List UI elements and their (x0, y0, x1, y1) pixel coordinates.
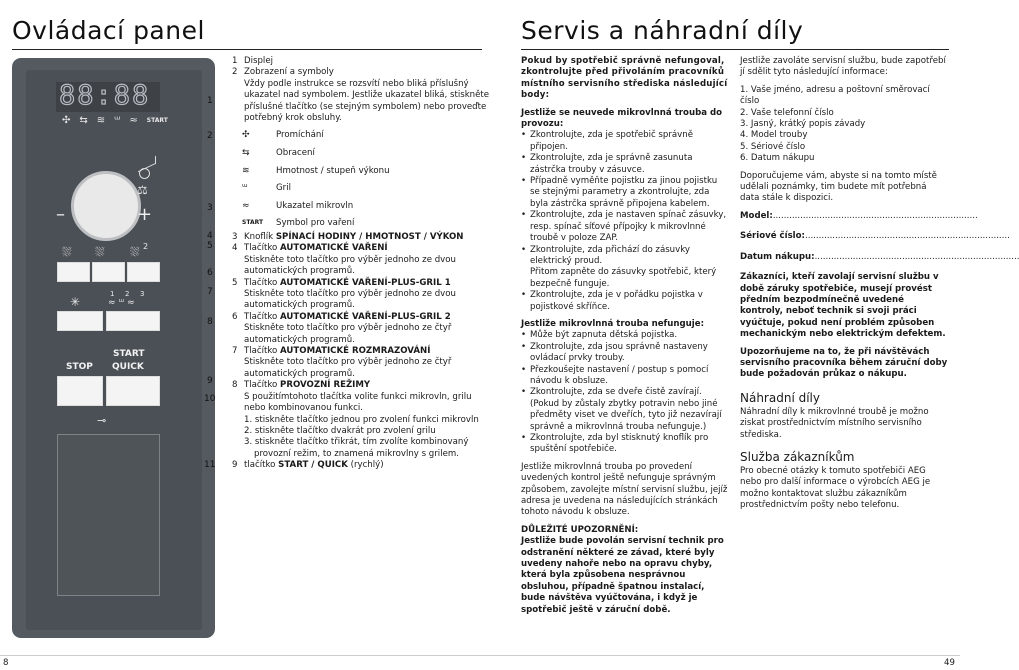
callout-2: 2 (207, 131, 213, 141)
warning-heading: DŮLEŽITÉ UPOZORNĚNÍ: (521, 524, 639, 535)
symbol-row-fan: ✣ Promíchání (242, 130, 324, 141)
auto-cook-grill-1-button[interactable] (92, 262, 125, 282)
info-list-item: 1. Vaše jméno, adresu a poštovní směrovací číslo (740, 84, 930, 107)
key-icon: ⊸ (97, 414, 107, 427)
legend-item-2: 2 Zobrazení a symboly (232, 67, 334, 78)
symbol-row-weight: ≋ Hmotnost / stupeň výkonu (242, 165, 390, 176)
bottom-rule (0, 655, 960, 656)
microwave-icon: ≈ (242, 200, 250, 211)
customer-service-heading: Služba zákazníkům (740, 449, 855, 464)
left-page-title: Ovládací panel (12, 16, 205, 45)
check-item: • Může být zapnuta dětská pojistka. (521, 330, 729, 341)
timer-weight-power-knob[interactable] (71, 171, 141, 241)
callout-8: 8 (207, 317, 213, 327)
page-number-right: 49 (944, 658, 955, 668)
start-quick-button[interactable] (106, 376, 160, 406)
microwave-icon: ≈ (129, 115, 138, 126)
service-heading-no-start: Jestliže se neuvede mikrovlnná trouba do provozu: (521, 107, 723, 130)
service-visit-text: Jestliže mikrovlnná trouba po provedení uvedených kontrol ještě nefunguje správným způsobem, zavolejte místní servisní službu, jejíž adresa je uvedena na následujících stránkách tohoto návodu k obsluze. (521, 461, 728, 518)
right-title-rule (521, 49, 949, 50)
auto-cook-grill-2-icon: ⛆ (130, 245, 140, 259)
defrost-icon: ✳ (70, 295, 81, 309)
check-item: • Zkontrolujte, zda je v pořádku pojistka v pojistkové skříňce. (521, 290, 729, 313)
warning-text: Jestliže bude povolán servisní technik pro odstranění některé ze závad, které byly uvedeny nahoře nebo na opravu chyby, která byla způsobena nesprávnou obsluhou, případně špatnou instalací, bude návštěva vyúčtována, i když je spotřebič ještě v záruční době. (521, 536, 724, 615)
legend-item-9: 9 tlačítko START / QUICK (rychlý) (232, 460, 384, 471)
fan-icon: ✣ (242, 130, 250, 141)
grill-icon: ᵚ (242, 183, 248, 194)
auto-cook-icon: ⛆ (62, 245, 72, 259)
display (56, 82, 160, 112)
stop-button[interactable] (57, 376, 103, 406)
callout-5: 5 (207, 241, 213, 251)
legend-item-2-body: Vždy podle instrukce se rozsvítí nebo bliká příslušný ukazatel nad symbolem. Jestliže ukazatel bliká, stiskněte příslušné tlačítko (se stejným symbolem) nebo proveďte potřebný krok obsluhy. (244, 78, 490, 124)
info-list-item: 5. Sériové číslo (740, 141, 806, 152)
check-item: • Zkontrolujte, zda je nastaven spínač zásuvky, resp. spínač síťové přípojky k mikrovlnné troubě v poloze ZAP. (521, 210, 729, 244)
turn-icon: ⇆ (242, 148, 250, 159)
callout-11: 11 (204, 460, 216, 470)
symbol-row-turn: ⇆ Obracení (242, 148, 315, 159)
callout-6: 6 (207, 268, 213, 278)
plus-icon: + (137, 204, 153, 225)
legend-item-7: 7 Tlačítko AUTOMATICKÉ ROZMRAZOVÁNÍ Stiskněte toto tlačítko pro výběr jednoho ze čtyř automatických programů. (232, 346, 452, 379)
weight-icon: ⚖ (137, 183, 148, 197)
service-column (521, 56, 729, 616)
start-icon: START (242, 219, 264, 227)
serial-field[interactable]: Sériové číslo:........................................................................... (740, 231, 1010, 242)
auto-cook-grill-1-icon: ⛆ (95, 245, 105, 259)
auto-cook-button[interactable] (57, 262, 90, 282)
spare-parts-text: Náhradní díly k mikrovlnné troubě je možno ziskat prostřednictvím místního servisního střediska. (740, 406, 929, 440)
clock-icon (139, 168, 150, 179)
check-item: • Přezkoušejte nastavení / postup s pomocí návodu k obsluze. (521, 365, 729, 388)
display-digits: 88:88 (59, 80, 151, 111)
info-intro: Jestliže zavoláte servisní službu, bude zapotřebí jí sdělit tyto následující informace: (740, 56, 946, 78)
mode-label-2: 2 (125, 290, 130, 298)
mode-label-1: 1 (110, 290, 115, 298)
check-item: • Zkontrolujte, zda se dveře čistě zavírají. (Pokud by zůstaly zbytky potravin nebo jiné předměty viset ve dveřích, tyto již nezavírají správně a mikrovlnná trouba nefunguje.) (521, 387, 729, 433)
info-list-item: 4. Model trouby (740, 130, 808, 141)
info-list-item: 2. Vaše telefonní číslo (740, 107, 834, 118)
check-item: • Zkontrolujte, zda jsou správně nastaveny ovládací prvky trouby. (521, 342, 729, 365)
symbol-row-grill: ᵚ Gril (242, 183, 291, 194)
start-small-label: START (146, 117, 168, 124)
check-item: • Zkontrolujte, zda přichází do zásuvky elektrický proud. (521, 245, 729, 268)
proof-of-purchase-notice: Upozorňujeme na to, že při návštěvách servisního pracovníka během záruční doby bude požadován průkaz o nákupu. (740, 346, 948, 380)
superscript-2: 2 (143, 242, 149, 251)
model-field[interactable]: Model:........................................................................... (740, 210, 978, 221)
warranty-notice: Zákazníci, kteří zavolají servisní službu v době záruky spotřebiče, musejí provést předním bezpodmínečně uvedené kontroly, neboť technik si svoji práci vyúčtuje, pokud není problém způsoben mechanickým nebo elektrickým defektem. (740, 272, 946, 340)
legend-item-8: 8 Tlačítko PROVOZNÍ REŽIMY S použitímtohoto tlačítka volite funkci mikrovln, grilu nebo kombinovanou funkci. (232, 380, 472, 414)
door-release-button[interactable] (57, 434, 160, 596)
page-number-left: 8 (3, 658, 9, 668)
mode-label-3: 3 (140, 290, 145, 298)
mode-icons: ≈ᵚ≈ (108, 298, 138, 308)
legend-item-6: 6 Tlačítko AUTOMATICKÉ VAŘENÍ-PLUS-GRIL 2 Stiskněte toto tlačítko pro výběr jednoho ze čtyř automatických programů. (232, 311, 452, 345)
info-list-item: 6. Datum nákupu (740, 153, 815, 164)
legend-item-5: 5 Tlačítko AUTOMATICKÉ VAŘENÍ-PLUS-GRIL 1 Stiskněte toto tlačítko pro výběr jednoho ze dvou automatických programů. (232, 277, 456, 311)
check-item: • Zkontrolujte, zda je spotřebič správně připojen. (521, 130, 729, 153)
service-heading-not-working: Jestliže mikrovlnná trouba nefunguje: (521, 318, 705, 329)
auto-cook-grill-2-button[interactable] (127, 262, 160, 282)
fan-icon: ✣ (62, 115, 71, 126)
info-list-item: 3. Jasný, krátký popis závady (740, 119, 866, 130)
weight-power-icon: ≋ (242, 165, 250, 176)
stop-label: STOP (66, 362, 93, 372)
callout-7: 7 (207, 287, 213, 297)
check-item: • Zkontrolujte, zda byl stisknutý knoflík pro spuštění spotřebiče. (521, 433, 729, 456)
right-page-title: Servis a náhradní díly (521, 16, 804, 45)
symbol-row-microwave: ≈ Ukazatel mikrovln (242, 200, 354, 211)
info-column (740, 56, 1019, 512)
spare-parts-heading: Náhradní díly (740, 390, 820, 405)
defrost-button[interactable] (57, 311, 103, 331)
notes-recommendation: Doporučujeme vám, abyste si na tomto místě udělali poznámky, tim budete mít potřebná data stále k dispozici. (740, 170, 937, 204)
legend-item-8-step-1: 1. stiskněte tlačítko jednou pro zvolení funkci mikrovln (244, 414, 479, 425)
legend-list (232, 56, 494, 472)
service-intro: Pokud by spotřebič správně nefungoval, zkontrolujte před přivoláním pracovníků místního servisního střediska následující body: (521, 56, 728, 101)
callout-4: 4 (207, 231, 213, 241)
operating-mode-button[interactable] (106, 311, 160, 331)
check-item: • Případně vyměňte pojistku za jinou pojistku se stejnými parametry a zkontrolujte, zda byla zástrčka správně připojena kabelem. (521, 176, 729, 210)
legend-item-1: 1 Displej (232, 56, 273, 66)
start-label: START (113, 349, 145, 359)
callout-1: 1 (207, 96, 213, 106)
callout-9: 9 (207, 376, 213, 386)
callout-3: 3 (207, 203, 213, 213)
display-symbol-row (62, 115, 168, 127)
left-title-rule (12, 49, 482, 50)
callout-10: 10 (204, 394, 216, 404)
legend-item-8-step-2: 2. stiskněte tlačítko dvakrát pro zvolení grilu (244, 425, 436, 436)
weight-power-icon: ≋ (96, 115, 106, 126)
legend-item-8-step-3: 3. stiskněte tlačítko třikrát, tím zvolíte kombinovaný provozní režim, to znamená mikrovlny s grilem. (244, 437, 469, 459)
turn-icon: ⇆ (79, 115, 88, 126)
check-item: • Zkontrolujte, zda je správně zasunuta zástrčka trouby v zásuvce. (521, 153, 729, 176)
purchase-date-field[interactable]: Datum nákupu:........................................................................... (740, 251, 1019, 262)
check-item-extra: Přitom zapněte do zásuvky spotřebič, který bezpečně funguje. (530, 267, 717, 289)
minus-icon: – (56, 204, 65, 225)
grill-icon: ᵚ (114, 115, 121, 126)
legend-item-3: 3 Knoflík SPÍNACÍ HODINY / HMOTNOST / VÝKON (232, 232, 464, 242)
quick-label: QUICK (112, 362, 144, 372)
symbol-row-start: START Symbol pro vaření (242, 218, 355, 229)
customer-service-text: Pro obecné otázky k tomuto spotřebiči AEG nebo pro další informace o výrobcích AEG je možno kontaktovat službu zákazníkům prostřednictvím pošty nebo telefonu. (740, 465, 931, 511)
legend-item-4: 4 Tlačítko AUTOMATICKÉ VAŘENÍ Stiskněte toto tlačítko pro výběr jednoho ze dvou automatických programů. (232, 243, 456, 277)
